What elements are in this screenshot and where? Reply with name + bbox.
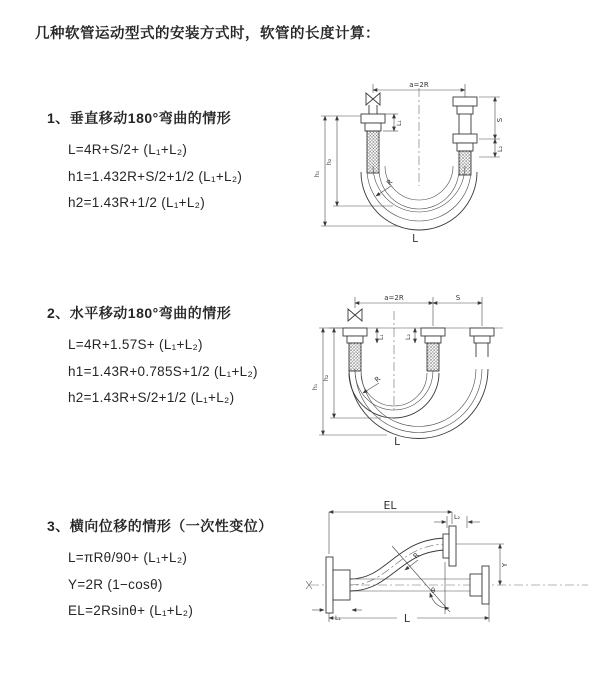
dim-label-length: L [412,233,418,245]
diagram-lateral-displacement [296,496,596,656]
formula-line: EL=2Rsinθ+ (L₁+L₂) [68,603,194,618]
formula-line: L=πRθ/90+ (L₁+L₂) [68,550,188,565]
d2-dimensions [312,294,482,448]
d3-dimensions [312,499,509,625]
valve-icon [366,93,380,105]
dim-label-l1: L₁ [334,615,342,622]
dim-label-radius: R [373,374,383,385]
dim-label-radius: R [411,551,422,561]
d2-hose-assembly [329,309,503,439]
dim-label-y: Y [501,562,509,568]
dim-label-length: L [403,612,411,625]
dim-label-theta: θ [430,587,436,595]
formula-line: L=4R+S/2+ (L₁+L₂) [68,142,188,157]
page-title: 几种软管运动型式的安装方式时，软管的长度计算： [35,26,380,42]
formula-line: h2=1.43R+S/2+1/2 (L₁+L₂) [68,390,235,405]
section-vertical-movement [47,108,242,217]
valve-icon [348,309,362,321]
formula-line: L=4R+1.57S+ (L₁+L₂) [68,337,203,352]
dim-label-a2r: a=2R [409,81,429,89]
section-lateral-displacement [47,516,273,625]
formula-line: h1=1.432R+S/2+1/2 (L₁+L₂) [68,168,243,184]
diagram-horizontal-180-bend [303,283,593,468]
dim-label-l1: L₁ [396,119,403,127]
dim-label-l2: L₂ [405,333,412,341]
d3-hose-assembly [326,526,489,614]
section-3-heading: 3、横向位移的情形（一次性变位） [47,518,273,534]
formula-line: h2=1.43R+1/2 (L₁+L₂) [68,195,206,210]
dim-label-s: S [455,294,461,302]
dim-label-a2r: a=2R [384,294,404,302]
dim-label-s: S [496,117,504,123]
formula-line: h1=1.43R+0.785S+1/2 (L₁+L₂) [68,363,258,379]
section-1-heading: 1、垂直移动180°弯曲的情形 [47,110,232,126]
dim-label-radius: R [385,177,395,188]
section-2-heading: 2、水平移动180°弯曲的情形 [47,305,232,321]
dim-label-h1: h₁ [312,383,319,391]
dim-label-el: EL [383,499,397,512]
dim-label-h1: h₁ [314,170,321,178]
dim-label-l2: L₂ [497,145,504,153]
diagram-vertical-180-bend [303,62,593,262]
formula-line: Y=2R (1−cosθ) [68,576,163,592]
dim-label-h2: h₂ [323,374,330,382]
dim-label-h2: h₂ [326,158,333,166]
dim-label-l1: L₁ [378,333,385,341]
dim-label-length: L [394,436,400,448]
section-horizontal-movement [47,303,258,412]
dim-label-l2: L₂ [453,514,461,521]
